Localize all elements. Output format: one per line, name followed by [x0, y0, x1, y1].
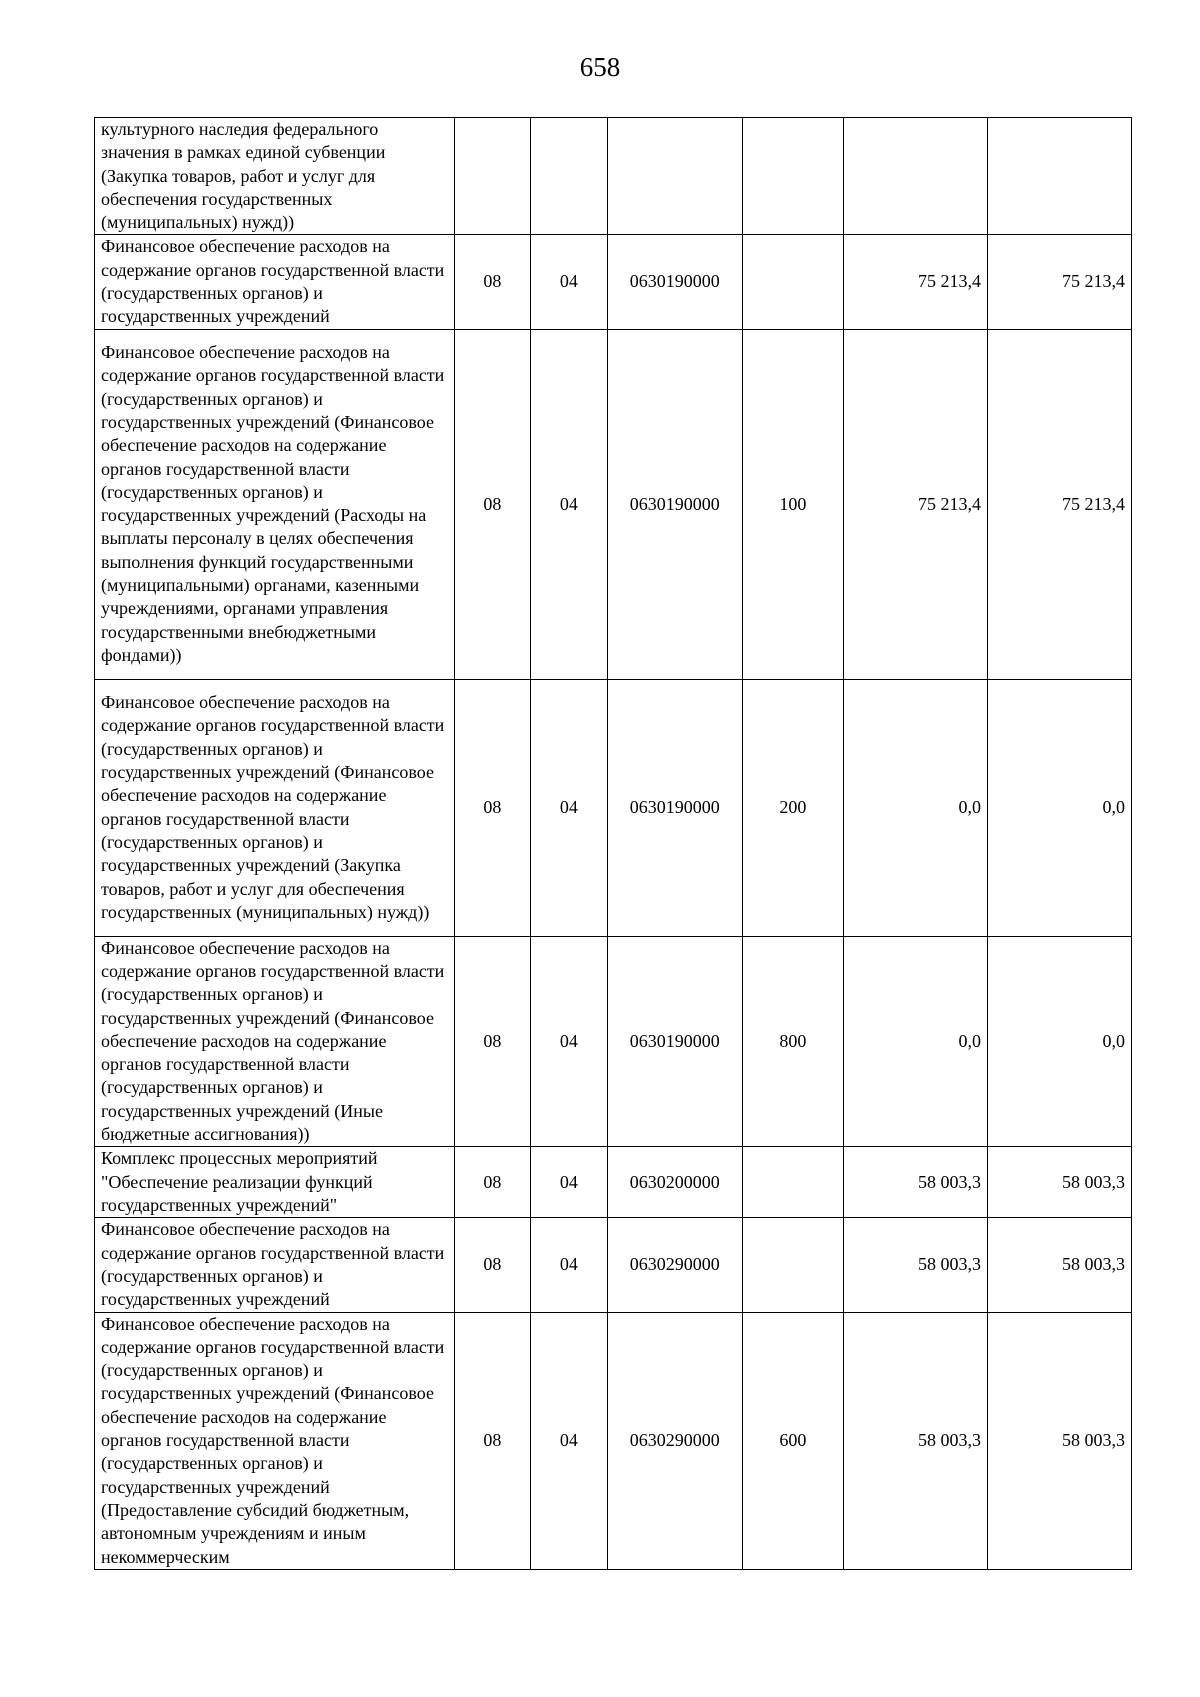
expense-type-code [742, 235, 843, 329]
expense-type-code [742, 118, 843, 235]
amount-1: 58 003,3 [844, 1312, 988, 1569]
amount-2: 75 213,4 [988, 329, 1132, 679]
target-article-code: 0630290000 [607, 1312, 742, 1569]
amount-2: 0,0 [988, 936, 1132, 1147]
section-code: 08 [454, 329, 530, 679]
table-row [95, 329, 1132, 679]
subsection-code: 04 [530, 679, 607, 936]
amount-1 [844, 118, 988, 235]
section-code: 08 [454, 1218, 530, 1312]
subsection-code: 04 [530, 936, 607, 1147]
amount-2: 58 003,3 [988, 1218, 1132, 1312]
subsection-code: 04 [530, 235, 607, 329]
subsection-code: 04 [530, 1312, 607, 1569]
target-article-code: 0630190000 [607, 235, 742, 329]
expense-type-code: 600 [742, 1312, 843, 1569]
expense-type-code: 200 [742, 679, 843, 936]
table-row [95, 1218, 1132, 1312]
amount-2: 75 213,4 [988, 235, 1132, 329]
target-article-code: 0630190000 [607, 936, 742, 1147]
budget-table-body [95, 118, 1132, 1570]
target-article-code: 0630290000 [607, 1218, 742, 1312]
table-row [95, 679, 1132, 936]
section-code [454, 118, 530, 235]
expense-type-code [742, 1218, 843, 1312]
row-description: Финансовое обеспечение расходов на содержание органов государственной власти (государственных органов) и государственных учреждений [95, 1218, 455, 1312]
table-row [95, 936, 1132, 1147]
amount-2 [988, 118, 1132, 235]
section-code: 08 [454, 1147, 530, 1218]
target-article-code: 0630190000 [607, 679, 742, 936]
amount-1: 58 003,3 [844, 1147, 988, 1218]
expense-type-code: 800 [742, 936, 843, 1147]
section-code: 08 [454, 679, 530, 936]
page-number: 658 [579, 52, 621, 82]
expense-type-code [742, 1147, 843, 1218]
table-row [95, 1147, 1132, 1218]
amount-1: 0,0 [844, 936, 988, 1147]
row-description: Финансовое обеспечение расходов на содержание органов государственной власти (государственных органов) и государственных учреждений (Финансовое обеспечение расходов на содержание органов государственной власти (государственных органов) и государственных учреждений (Предоставление субсидий бюджетным, автономным учреждениям и иным некоммерческим [95, 1312, 455, 1569]
table-row [95, 235, 1132, 329]
target-article-code: 0630190000 [607, 329, 742, 679]
table-row [95, 1312, 1132, 1569]
amount-2: 58 003,3 [988, 1312, 1132, 1569]
amount-2: 58 003,3 [988, 1147, 1132, 1218]
subsection-code: 04 [530, 1147, 607, 1218]
target-article-code [607, 118, 742, 235]
row-description: Финансовое обеспечение расходов на содержание органов государственной власти (государственных органов) и государственных учреждений (Финансовое обеспечение расходов на содержание органов государственной власти (государственных органов) и государственных учреждений (Иные бюджетные ассигнования)) [95, 936, 455, 1147]
row-description: Финансовое обеспечение расходов на содержание органов государственной власти (государственных органов) и государственных учреждений [95, 235, 455, 329]
section-code: 08 [454, 936, 530, 1147]
subsection-code [530, 118, 607, 235]
expense-type-code: 100 [742, 329, 843, 679]
amount-1: 58 003,3 [844, 1218, 988, 1312]
section-code: 08 [454, 1312, 530, 1569]
row-description: Финансовое обеспечение расходов на содержание органов государственной власти (государственных органов) и государственных учреждений (Финансовое обеспечение расходов на содержание органов государственной власти (государственных органов) и государственных учреждений (Закупка товаров, работ и услуг для обеспечения государственных (муниципальных) нужд)) [95, 679, 455, 936]
subsection-code: 04 [530, 329, 607, 679]
section-code: 08 [454, 235, 530, 329]
amount-1: 75 213,4 [844, 329, 988, 679]
amount-1: 0,0 [844, 679, 988, 936]
table-row [95, 118, 1132, 235]
row-description: Комплекс процессных мероприятий "Обеспечение реализации функций государственных учреждений" [95, 1147, 455, 1218]
row-description: Финансовое обеспечение расходов на содержание органов государственной власти (государственных органов) и государственных учреждений (Финансовое обеспечение расходов на содержание органов государственной власти (государственных органов) и государственных учреждений (Расходы на выплаты персоналу в целях обеспечения выполнения функций государственными (муниципальными) органами, казенными учреждениями, органами управления государственными внебюджетными фондами)) [95, 329, 455, 679]
budget-table [94, 117, 1132, 1570]
subsection-code: 04 [530, 1218, 607, 1312]
amount-1: 75 213,4 [844, 235, 988, 329]
row-description: культурного наследия федерального значения в рамках единой субвенции (Закупка товаров, работ и услуг для обеспечения государственных (муниципальных) нужд)) [95, 118, 455, 235]
target-article-code: 0630200000 [607, 1147, 742, 1218]
amount-2: 0,0 [988, 679, 1132, 936]
